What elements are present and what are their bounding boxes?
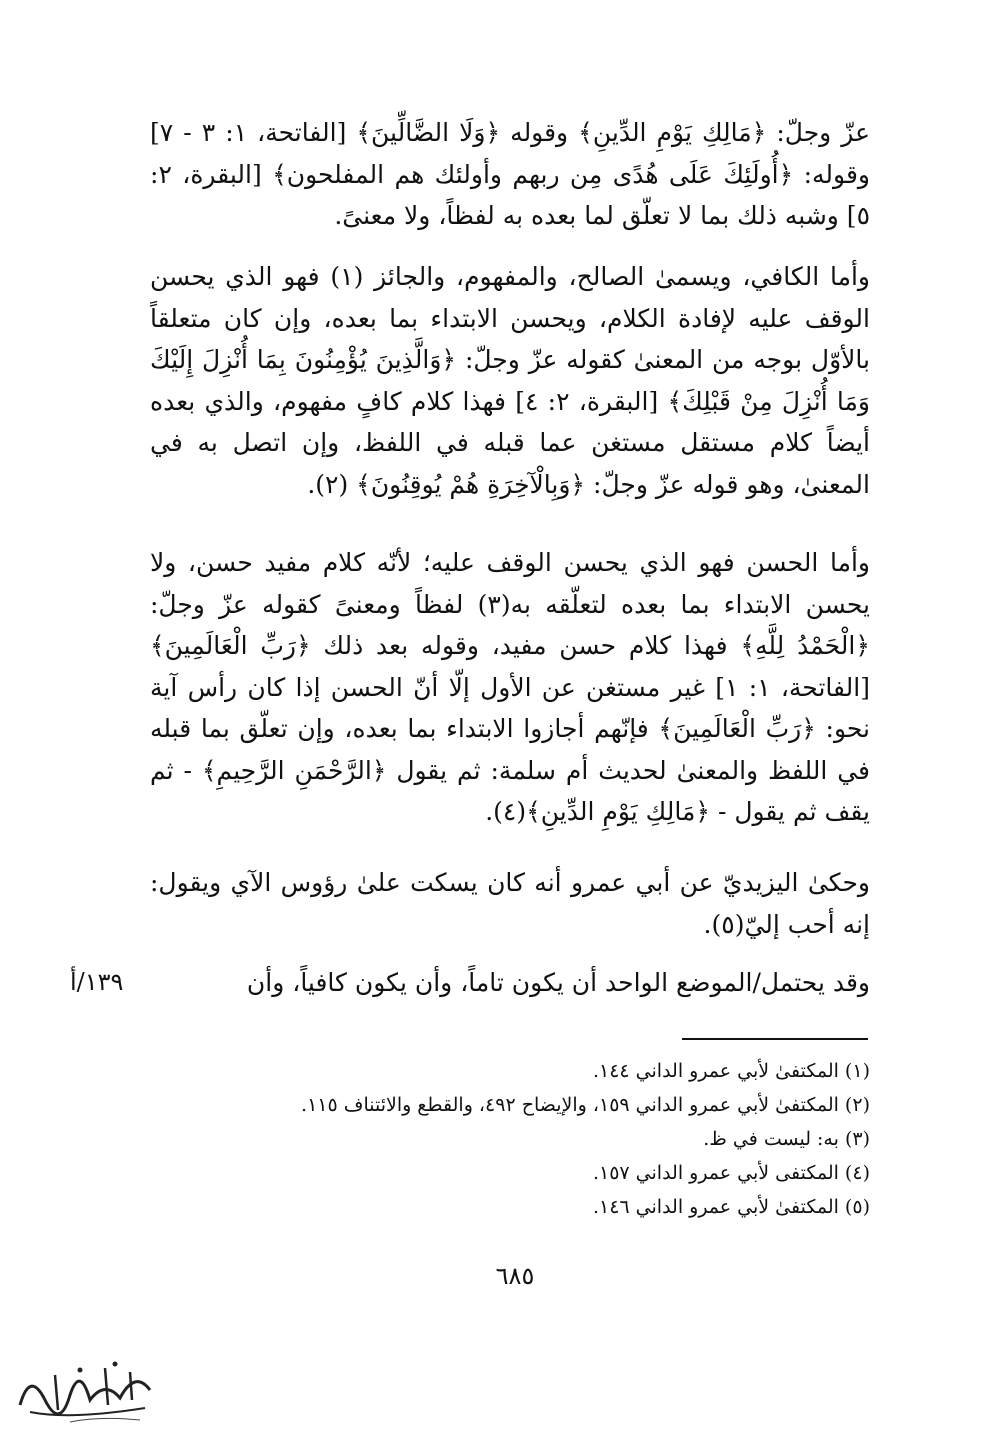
footnote-separator [682, 1038, 868, 1040]
calligraphy-logo [10, 1350, 160, 1430]
footnote: (٥) المكتفىٰ لأبي عمرو الداني ١٤٦. [592, 1196, 870, 1218]
footnote: (٤) المكتفى لأبي عمرو الداني ١٥٧. [592, 1162, 870, 1184]
body-paragraph: وأما الحسن فهو الذي يحسن الوقف عليه؛ لأنّه كلام مفيد حسن، ولا يحسن الابتداء بما بعده لتعلّقه به(٣) لفظاً ومعنىً كقوله عزّ وجلّ: ﴿الْحَمْدُ لِلَّهِ﴾ فهذا كلام حسن مفيد، وقوله بعد ذلك ﴿رَبِّ الْعَالَمِينَ﴾ [الفاتحة، ١: ١] غير مستغن عن الأول إلّا أنّ الحسن إذا كان رأس آية نحو: ﴿رَبِّ الْعَالَمِينَ﴾ فإنّهم أجازوا الابتداء بما بعده، وإن تعلّق بما قبله في اللفظ والمعنىٰ لحديث أم سلمة: ثم يقول ﴿الرَّحْمَنِ الرَّحِيمِ﴾ - ثم يقف ثم يقول - ﴿مَالِكِ يَوْمِ الدِّينِ﴾(٤). [150, 548, 871, 826]
body-paragraph: وقد يحتمل/الموضع الواحد أن يكون تاماً، وأن يكون كافياً، وأن [246, 968, 870, 997]
body-paragraph: عزّ وجلّ: ﴿مَالِكِ يَوْمِ الدِّينِ﴾ وقوله ﴿وَلَا الضَّالِّينَ﴾ [الفاتحة، ١: ٣ - ٧] وقوله: ﴿أُولَئِكَ عَلَى هُدًى مِن ربهم وأولئك هم المفلحون﴾ [البقرة، ٢: ٥] وشبه ذلك بما لا تعلّق لما بعده به لفظاً، ولا معنىً. [150, 118, 871, 230]
footnote: (١) المكتفىٰ لأبي عمرو الداني ١٤٤. [592, 1060, 870, 1082]
body-paragraph: وحكىٰ اليزيديّ عن أبي عمرو أنه كان يسكت علىٰ رؤوس الآي ويقول: إنه أحب إليّ(٥). [150, 868, 870, 939]
page-number: ٦٨٥ [495, 1262, 535, 1290]
footnotes [230, 1054, 870, 1224]
body-paragraph: وأما الكافي، ويسمىٰ الصالح، والمفهوم، والجائز (١) فهو الذي يحسن الوقف عليه لإفادة الكلام، ويحسن الابتداء بما بعده، وإن كان متعلقاً بالأوّل بوجه من المعنىٰ كقوله عزّ وجلّ: ﴿وَالَّذِينَ يُؤْمِنُونَ بِمَا أُنْزِلَ إِلَيْكَ وَمَا أُنْزِلَ مِنْ قَبْلِكَ﴾ [البقرة، ٢: ٤] فهذا كلام كافٍ مفهوم، والذي بعده أيضاً كلام مستقل مستغن عما قبله في اللفظ، وإن اتصل به في المعنىٰ، وهو قوله عزّ وجلّ: ﴿وَبِالْآخِرَةِ هُمْ يُوقِنُونَ﴾ (٢). [150, 262, 870, 499]
manuscript-folio-note: ١٣٩/أ [70, 968, 124, 996]
footnote: (٣) به: ليست في ظ. [703, 1128, 870, 1150]
footnote: (٢) المكتفىٰ لأبي عمرو الداني ١٥٩، والإيضاح ٤٩٢، والقطع والائتناف ١١٥. [301, 1094, 870, 1116]
